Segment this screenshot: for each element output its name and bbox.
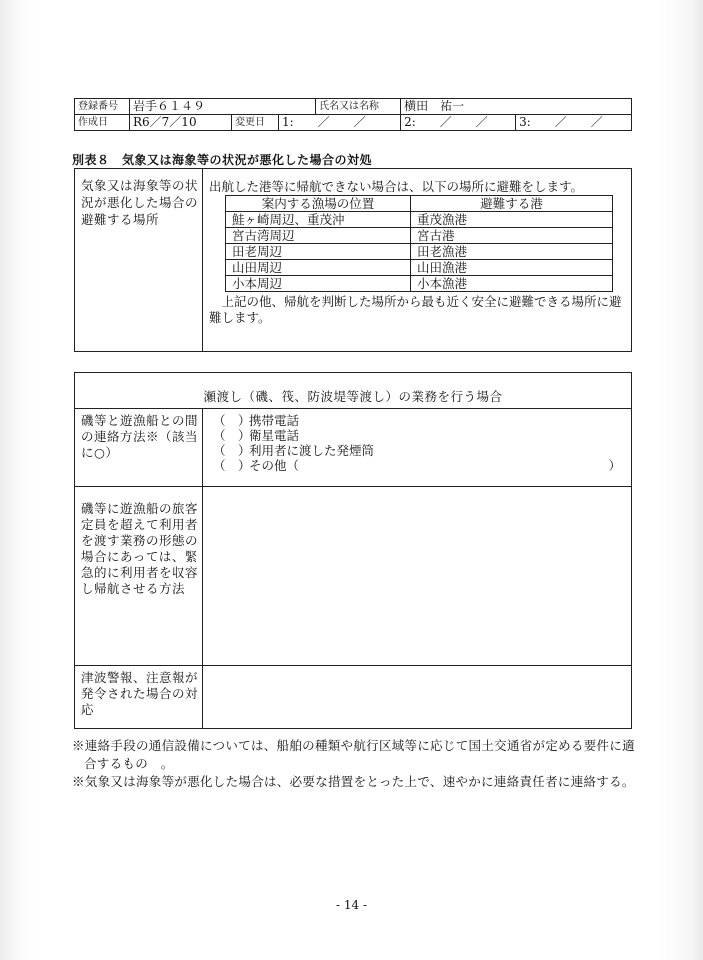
changed-date-label: 変更日: [232, 115, 279, 131]
area-cell: 田老周辺: [226, 244, 411, 260]
evacuation-label: 気象又は海象等の状況が悪化した場合の避難する場所: [75, 169, 203, 352]
option-checkbox[interactable]: （ ）: [213, 443, 251, 458]
evacuation-content: [203, 169, 632, 352]
change-date-2: 2: ／ ／: [401, 115, 516, 131]
option-label: 利用者に渡した発煙筒: [249, 443, 375, 458]
option-label: その他（: [249, 458, 300, 473]
option-checkbox[interactable]: （ ）: [213, 428, 251, 443]
created-date-value: R6／7／10: [130, 115, 232, 131]
contact-method-label: 磯等と遊漁船との間の連絡方法※（該当に○）: [75, 409, 203, 487]
tsunami-label: 津波警報、注意報が発令された場合の対応: [75, 666, 203, 729]
overcapacity-label: 磯等に遊漁船の旅客定員を超えて利用者を渡す業務の形態の場合にあっては、緊急的に利用者を収容し帰航させる方法: [75, 487, 203, 666]
page-number: - 14 -: [335, 898, 367, 912]
tsunami-value[interactable]: [203, 666, 632, 729]
option-other[interactable]: [213, 458, 627, 473]
registration-info-table: [74, 98, 632, 131]
option-checkbox[interactable]: （ ）: [213, 458, 251, 473]
option-checkbox[interactable]: （ ）: [213, 413, 251, 428]
option-satellite-phone[interactable]: [213, 428, 627, 443]
table-row: [226, 228, 613, 244]
name-value: 横田 祐一: [401, 99, 632, 115]
table-row: [226, 244, 613, 260]
col-header-area: 案内する漁場の位置: [226, 196, 411, 212]
footnote: ※気象又は海象等が悪化した場合は、必要な措置をとった上で、速やかに連絡責任者に連絡する。: [72, 774, 635, 789]
contact-method-options: [203, 409, 632, 487]
table-row: [226, 260, 613, 276]
evacuation-table: [74, 168, 632, 352]
ferry-service-table: [74, 372, 632, 729]
option-mobile-phone[interactable]: [213, 413, 627, 428]
overcapacity-value[interactable]: [203, 487, 632, 666]
evacuation-intro: 出航した港等に帰航できない場合は、以下の場所に避難をします。: [209, 179, 584, 194]
port-cell: 山田漁港: [411, 260, 613, 276]
ferry-title: 瀬渡し（磯、筏、防波堤等渡し）の業務を行う場合: [75, 373, 632, 409]
change-date-3: 3: ／ ／: [516, 115, 632, 131]
footnotes: [72, 737, 637, 791]
option-label: 衛星電話: [249, 428, 300, 443]
footnote: ※連絡手段の通信設備については、船舶の種類や航行区域等に応じて国土交通省が定める要件に適合するもの 。: [72, 738, 635, 771]
table-row: [226, 276, 613, 292]
table-row: [226, 212, 613, 228]
evacuation-note: 上記の他、帰航を判断した場所から最も近く安全に避難できる場所に避難します。: [209, 294, 622, 325]
port-cell: 宮古港: [411, 228, 613, 244]
port-cell: 重茂漁港: [411, 212, 613, 228]
area-cell: 鮭ヶ崎周辺、重茂沖: [226, 212, 411, 228]
area-cell: 小本周辺: [226, 276, 411, 292]
option-label: 携帯電話: [249, 413, 300, 428]
section-title: 別表８ 気象又は海象等の状況が悪化した場合の対処: [72, 153, 373, 167]
col-header-port: 避難する港: [411, 196, 613, 212]
created-date-label: 作成日: [75, 115, 130, 131]
port-cell: 田老漁港: [411, 244, 613, 260]
option-flare[interactable]: [213, 443, 627, 458]
port-cell: 小本漁港: [411, 276, 613, 292]
area-cell: 宮古湾周辺: [226, 228, 411, 244]
name-label: 氏名又は名称: [316, 99, 401, 115]
area-cell: 山田周辺: [226, 260, 411, 276]
other-closing-paren: ）: [608, 458, 621, 473]
change-date-1: 1: ／ ／: [279, 115, 401, 131]
reg-number-value: 岩手６１４９: [130, 99, 316, 115]
evacuation-port-table: [225, 195, 613, 292]
reg-number-label: 登録番号: [75, 99, 130, 115]
